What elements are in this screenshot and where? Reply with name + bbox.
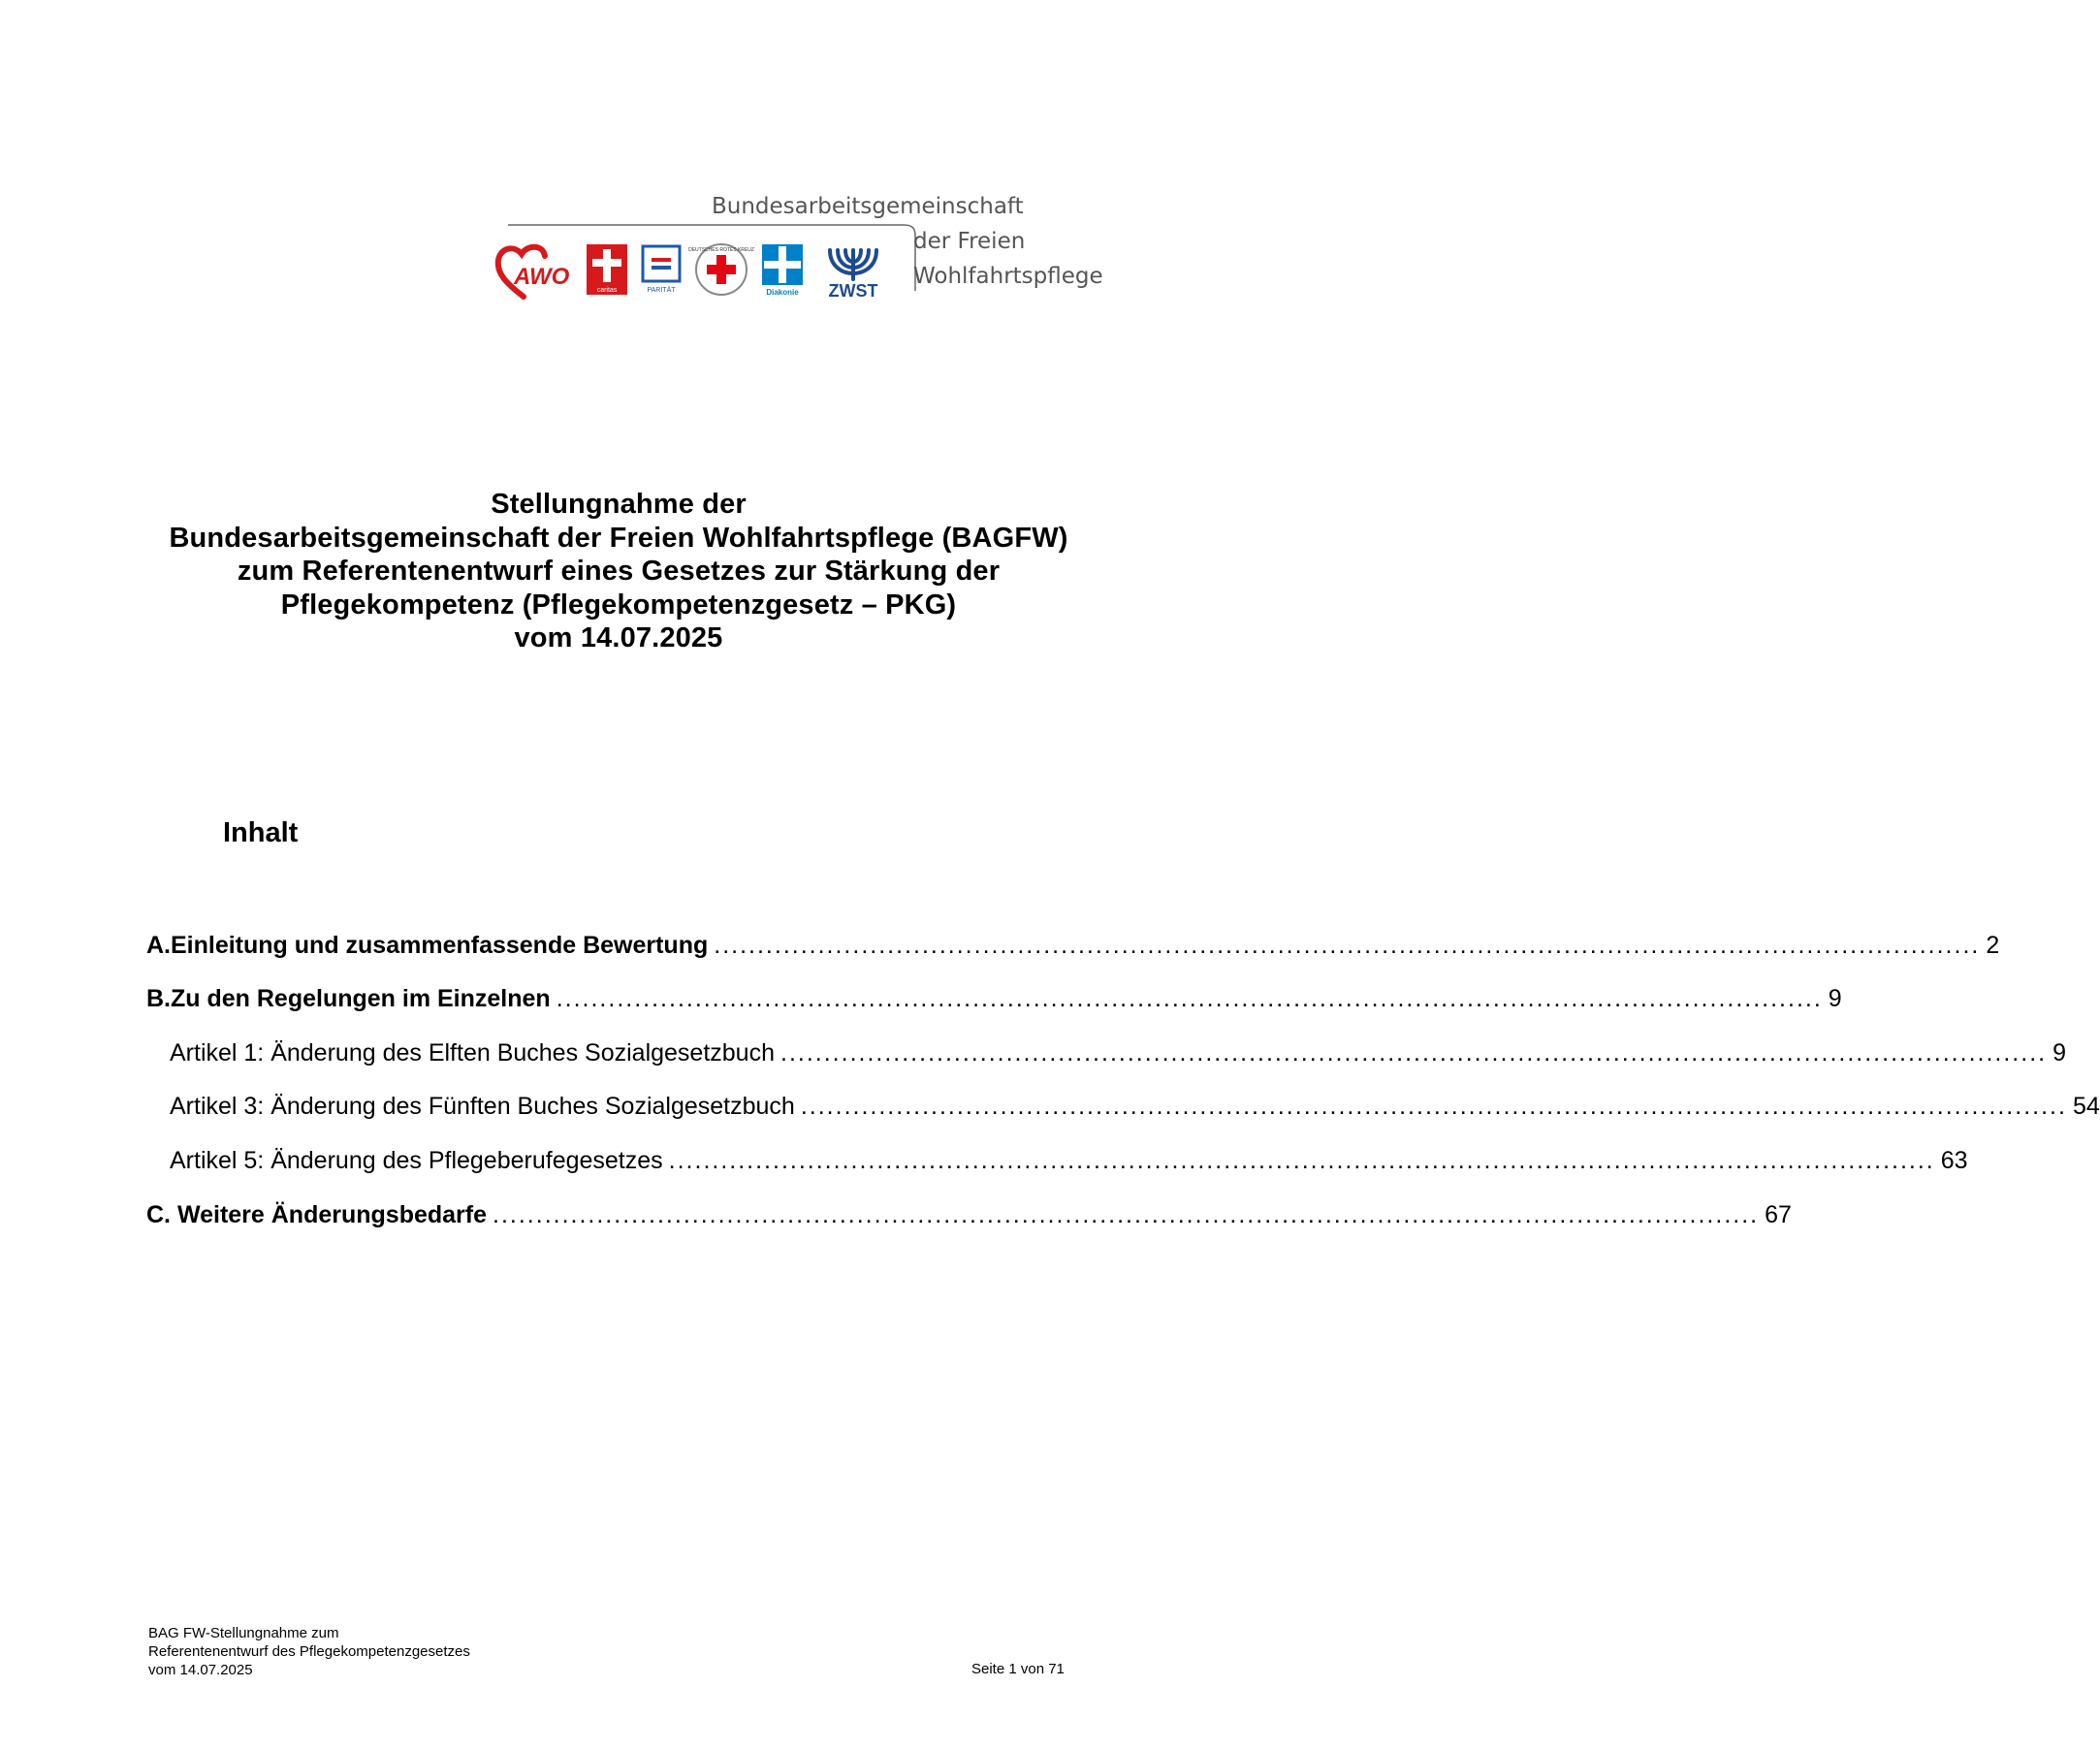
toc-dot-leader: .................................................................................................................................................. xyxy=(714,932,1981,959)
toc-entry-label: Artikel 5: Änderung des Pflegeberufegesetzes xyxy=(170,1147,663,1174)
toc-entry-artikel-1[interactable] xyxy=(170,1039,2066,1067)
toc-entry-label: Zu den Regelungen im Einzelnen xyxy=(171,985,551,1012)
logo-text-line2: der Freien xyxy=(913,229,1026,254)
toc-entry-letter: A. xyxy=(146,932,171,959)
toc-entry-page: 9 xyxy=(2052,1039,2066,1067)
caritas-label: caritas xyxy=(596,287,618,294)
toc-entry-page: 67 xyxy=(1765,1201,1792,1228)
title-line-1: Stellungnahme der xyxy=(491,489,747,520)
footer-document-info xyxy=(148,1624,470,1679)
toc-entry-page: 9 xyxy=(1828,985,1842,1012)
toc-dot-leader: .................................................................................................................................................. xyxy=(800,1093,2067,1120)
title-line-5: vom 14.07.2025 xyxy=(514,622,723,653)
title-line-2: Bundesarbeitsgemeinschaft der Freien Wohlfahrtspflege (BAGFW) xyxy=(169,522,1068,554)
title-line-3: zum Referentenentwurf eines Gesetzes zur Stärkung der xyxy=(237,556,1001,587)
toc-entry-letter: B. xyxy=(146,985,171,1012)
toc-entry-label: Artikel 3: Änderung des Fünften Buches Sozialgesetzbuch xyxy=(170,1093,795,1120)
footer-page-number: Seite 1 von 71 xyxy=(971,1661,1065,1677)
title-line-4: Pflegekompetenz (Pflegekompetenzgesetz – PKG) xyxy=(280,589,957,621)
toc-dot-leader: .................................................................................................................................................. xyxy=(668,1147,1935,1174)
paritaet-label: PARITÄT xyxy=(647,287,676,294)
logo-text-line1: Bundesarbeitsgemeinschaft xyxy=(712,194,1024,219)
drk-label: DEUTSCHES ROTES KREUZ xyxy=(688,247,754,253)
bagfw-logo xyxy=(494,190,1103,306)
toc-entry-a[interactable] xyxy=(146,932,2000,960)
toc-entry-artikel-3[interactable] xyxy=(170,1093,2100,1121)
zwst-label: ZWST xyxy=(828,281,878,301)
toc-dot-leader: .................................................................................................................................................. xyxy=(556,985,1823,1012)
toc-entry-b[interactable] xyxy=(146,985,1842,1013)
footer-line-2: Referentenentwurf des Pflegekompetenzgesetzes xyxy=(148,1643,470,1660)
logo-bracket-line xyxy=(506,223,919,293)
toc-entry-page: 2 xyxy=(1986,932,2000,959)
toc-entry-c[interactable] xyxy=(146,1201,1792,1229)
logo-text-line3: Wohlfahrtspflege xyxy=(913,264,1103,289)
diakonie-label: Diakonie xyxy=(766,288,799,297)
toc-entry-label: Artikel 1: Änderung des Elften Buches Sozialgesetzbuch xyxy=(170,1039,775,1067)
toc-entry-page: 54 xyxy=(2072,1093,2100,1120)
toc-entry-artikel-5[interactable] xyxy=(170,1147,1968,1175)
footer-line-1: BAG FW-Stellungnahme zum xyxy=(148,1625,339,1641)
toc-heading: Inhalt xyxy=(223,817,299,848)
toc-entry-label: C. Weitere Änderungsbedarfe xyxy=(146,1201,488,1228)
toc-entry-page: 63 xyxy=(1940,1147,1968,1174)
toc-dot-leader: .................................................................................................................................................. xyxy=(493,1201,1760,1228)
toc-dot-leader: .................................................................................................................................................. xyxy=(780,1039,2048,1067)
toc-entry-label: Einleitung und zusammenfassende Bewertung xyxy=(171,932,709,959)
footer-line-3: vom 14.07.2025 xyxy=(148,1662,253,1678)
document-title xyxy=(0,488,1237,655)
awo-label: AWO xyxy=(514,264,570,290)
